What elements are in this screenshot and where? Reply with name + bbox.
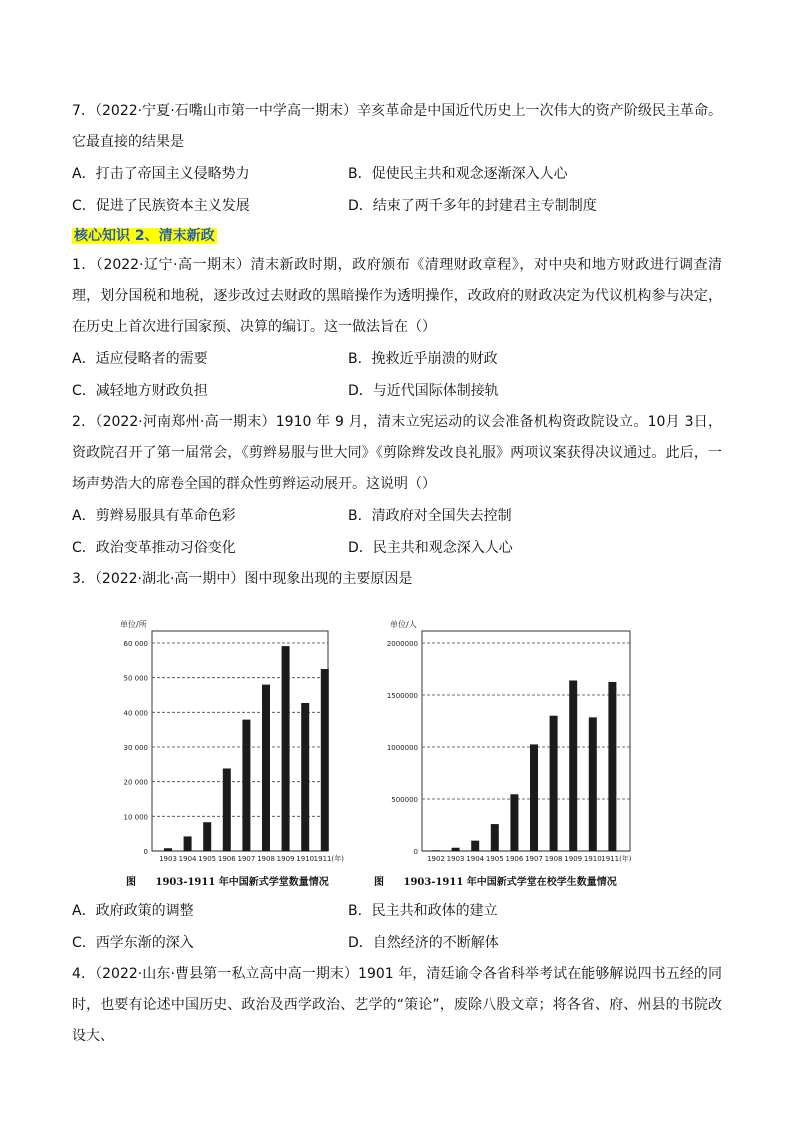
caption-title: 1903-1911 年中国新式学堂数量情况 — [155, 877, 329, 888]
x-tick-label: 1909 — [276, 855, 295, 863]
option-d[interactable]: D．自然经济的不断解体 — [348, 935, 499, 951]
question-2-options — [72, 500, 722, 564]
x-tick-label: 1908 — [257, 855, 275, 863]
chart-student-count — [364, 621, 634, 883]
section-title: 核心知识 2、清末新政 — [74, 228, 215, 244]
plot-frame — [422, 631, 630, 851]
question-7 — [72, 96, 722, 222]
bar-1909 — [282, 646, 290, 851]
x-tick-label: 1911(年) — [313, 855, 344, 863]
question-3-stem: 3．（2022·湖北·高一期中）图中现象出现的主要原因是 — [72, 571, 413, 587]
x-tick-label: 1910 — [583, 855, 602, 863]
option-c[interactable]: C．西学东渐的深入 — [72, 935, 194, 951]
option-b[interactable]: B．清政府对全国失去控制 — [348, 508, 512, 524]
y-axis-unit-label: 单位/人 — [390, 620, 417, 629]
document-page — [72, 96, 722, 1052]
x-tick-label: 1902 — [427, 855, 445, 863]
caption-prefix: 图 — [374, 877, 384, 888]
x-tick-label: 1911(年) — [601, 855, 632, 863]
chart-student-count-svg — [364, 621, 634, 883]
bar-1908 — [550, 716, 558, 851]
option-a[interactable]: A．政府政策的调整 — [72, 903, 194, 919]
caption-prefix: 图 — [126, 877, 136, 888]
question-1-options — [72, 343, 722, 407]
question-1 — [72, 250, 722, 407]
bar-1910 — [589, 717, 597, 851]
chart-student-count-caption — [374, 867, 617, 898]
y-tick-label: 60 000 — [123, 640, 148, 648]
chart-school-count-svg — [118, 620, 344, 883]
chart-figures — [72, 620, 722, 888]
bar-1903 — [452, 848, 460, 851]
question-2 — [72, 407, 722, 564]
y-axis-unit-label: 单位/所 — [120, 620, 147, 629]
bar-1907 — [242, 720, 250, 851]
x-tick-label: 1906 — [505, 855, 524, 863]
question-7-options — [72, 158, 722, 222]
y-tick-label: 50 000 — [123, 674, 148, 683]
bar-1904 — [184, 836, 192, 851]
bar-1905 — [491, 824, 499, 851]
option-c[interactable]: C．减轻地方财政负担 — [72, 383, 208, 399]
x-tick-label: 1909 — [564, 855, 583, 863]
section-heading — [72, 222, 722, 250]
chart-school-count-caption — [126, 867, 329, 898]
question-3 — [72, 564, 722, 959]
bar-1904 — [471, 841, 479, 851]
y-tick-label: 2000000 — [386, 640, 418, 648]
x-tick-label: 1905 — [198, 855, 217, 863]
option-b[interactable]: B．促使民主共和观念逐渐深入人心 — [348, 166, 568, 182]
chart-school-count — [118, 620, 344, 883]
option-d[interactable]: D．民主共和观念深入人心 — [348, 540, 513, 556]
y-tick-label: 20 000 — [123, 778, 148, 787]
x-tick-label: 1903 — [446, 855, 465, 863]
bar-1908 — [262, 685, 270, 851]
option-b[interactable]: B．挽救近乎崩溃的财政 — [348, 351, 498, 367]
y-tick-label: 10 000 — [123, 813, 148, 822]
option-a[interactable]: A．适应侵略者的需要 — [72, 351, 208, 367]
x-tick-label: 1907 — [525, 855, 543, 863]
y-tick-label: 30 000 — [123, 744, 148, 752]
y-tick-label: 1500000 — [386, 692, 418, 700]
bar-1903 — [164, 848, 172, 851]
question-2-stem: 2．（2022·河南郑州·高一期末）1910 年 9 月，清末立宪运动的议会准备机构资政院设立。10月 3日，资政院召开了第一届常会，《剪辫易服与世大同》《剪除辫发改良礼服》两项议案获得决议通过。此后，一场声势浩大的席卷全国的群众性剪辫运动展开。这说明（） — [72, 414, 722, 492]
bar-1911 — [321, 669, 329, 851]
bar-1907 — [530, 744, 538, 851]
question-4-stem: 4．（2022·山东·曹县第一私立高中高一期末）1901 年，清廷谕令各省科举考试在能够解说四书五经的同时，也要有论述中国历史、政治及西学政治、艺学的“策论”，废除八股文章；将各省、府、州县的书院改设大、 — [72, 966, 722, 1044]
x-tick-label: 1907 — [237, 855, 256, 863]
question-3-options — [72, 895, 722, 959]
x-tick-label: 1904 — [178, 855, 197, 863]
bar-1906 — [510, 794, 518, 851]
caption-title: 1903-1911 年中国新式学堂在校学生数量情况 — [403, 877, 617, 888]
option-c[interactable]: C．政治变革推动习俗变化 — [72, 540, 236, 556]
x-tick-label: 1905 — [485, 855, 504, 863]
y-tick-label: 40 000 — [123, 709, 148, 718]
option-d[interactable]: D．结束了两千多年的封建君主专制制度 — [348, 198, 597, 214]
question-7-stem: 7．（2022·宁夏·石嘴山市第一中学高一期末）辛亥革命是中国近代历史上一次伟大的资产阶级民主革命。它最直接的结果是 — [72, 103, 722, 150]
option-b[interactable]: B．民主共和政体的建立 — [348, 903, 498, 919]
bar-1902 — [432, 850, 440, 851]
option-d[interactable]: D．与近代国际体制接轨 — [348, 383, 499, 399]
bar-1909 — [569, 680, 577, 851]
x-tick-label: 1903 — [159, 855, 177, 863]
bar-1910 — [301, 703, 309, 851]
y-tick-label: 1000000 — [386, 744, 418, 752]
x-tick-label: 1908 — [544, 855, 563, 863]
x-tick-label: 1904 — [466, 855, 485, 863]
y-tick-label: 0 — [143, 848, 148, 856]
x-tick-label: 1906 — [217, 855, 236, 863]
question-4 — [72, 959, 722, 1052]
bar-1905 — [203, 822, 211, 851]
option-c[interactable]: C．促进了民族资本主义发展 — [72, 198, 250, 214]
bar-1906 — [223, 768, 231, 851]
y-tick-label: 500000 — [391, 796, 418, 804]
x-tick-label: 1910 — [296, 855, 315, 863]
bar-1911 — [608, 682, 616, 851]
option-a[interactable]: A．剪辫易服具有革命色彩 — [72, 508, 236, 524]
y-tick-label: 0 — [413, 848, 418, 856]
option-a[interactable]: A．打击了帝国主义侵略势力 — [72, 166, 250, 182]
question-1-stem: 1．（2022·辽宁·高一期末）清末新政时期，政府颁布《清理财政章程》，对中央和地方财政进行调查清理，划分国税和地税，逐步改过去财政的黑暗操作为透明操作，改政府的财政决定为代议机构参与决定，在历史上首次进行国家预、决算的编订。这一做法旨在（） — [72, 257, 722, 335]
